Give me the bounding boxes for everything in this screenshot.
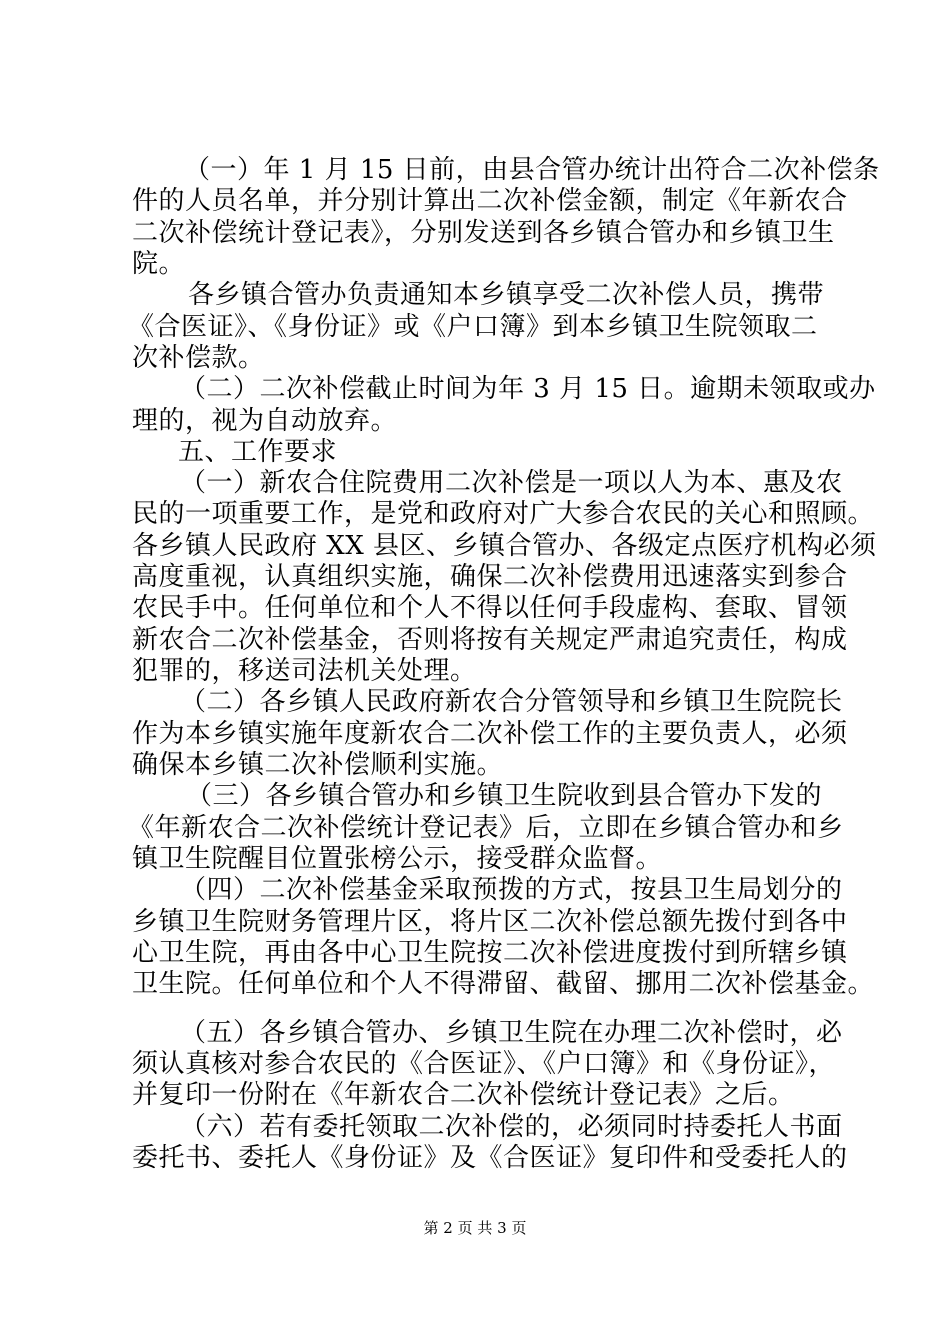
text-line: 理的，视为自动放弃。 — [132, 406, 398, 436]
text-line: 卫生院。任何单位和个人不得滞留、截留、挪用二次补偿基金。 — [132, 969, 875, 999]
text-line: 各乡镇合管办负责通知本乡镇享受二次补偿人员，携带 — [188, 280, 825, 310]
text-line: 作为本乡镇实施年度新农合二次补偿工作的主要负责人，必须 — [132, 719, 848, 749]
text-line: （一）年 1 月 15 日前，由县合管办统计出符合二次补偿条 — [184, 155, 880, 185]
text-line: （三）各乡镇合管办和乡镇卫生院收到县合管办下发的 — [186, 781, 823, 811]
text-line: 件的人员名单，并分别计算出二次补偿金额，制定《年新农合 — [132, 186, 848, 216]
text-line: 确保本乡镇二次补偿顺利实施。 — [132, 750, 504, 780]
text-line: 须认真核对参合农民的《合医证》、《户口簿》和《身份证》， — [132, 1049, 836, 1079]
text-line: （五）各乡镇合管办、乡镇卫生院在办理二次补偿时，必 — [180, 1018, 843, 1048]
text-line: 并复印一份附在《年新农合二次补偿统计登记表》之后。 — [132, 1080, 795, 1110]
text-line: 乡镇卫生院财务管理片区，将片区二次补偿总额先拨付到各中 — [132, 907, 848, 937]
text-line: 各乡镇人民政府 XX 县区、乡镇合管办、各级定点医疗机构必须 — [132, 531, 877, 561]
text-line: 委托书、委托人《身份证》及《合医证》复印件和受委托人的 — [132, 1143, 848, 1173]
text-line: 镇卫生院醒目位置张榜公示，接受群众监督。 — [132, 844, 663, 874]
text-line: 民的一项重要工作，是党和政府对广大参合农民的关心和照顾。 — [132, 499, 875, 529]
text-line: 新农合二次补偿基金，否则将按有关规定严肃追究责任，构成 — [132, 625, 848, 655]
text-line: 高度重视，认真组织实施，确保二次补偿费用迅速落实到参合 — [132, 562, 848, 592]
text-line: 《合医证》、《身份证》或《户口簿》到本乡镇卫生院领取二 — [128, 312, 818, 342]
text-line: （六）若有委托领取二次补偿的，必须同时持委托人书面 — [180, 1112, 843, 1142]
text-line: 院。 — [132, 249, 186, 279]
text-line: 《年新农合二次补偿统计登记表》后，立即在乡镇合管办和乡 — [128, 813, 844, 843]
text-line: 犯罪的，移送司法机关处理。 — [132, 656, 477, 686]
section-heading: 五、工作要求 — [178, 437, 338, 467]
text-line: 次补偿款。 — [132, 343, 265, 373]
text-line: （四）二次补偿基金采取预拨的方式，按县卫生局划分的 — [180, 875, 843, 905]
page-footer: 第 2 页 共 3 页 — [423, 1219, 527, 1237]
text-line: （二）各乡镇人民政府新农合分管领导和乡镇卫生院院长 — [180, 687, 843, 717]
text-line: 二次补偿统计登记表》，分别发送到各乡镇合管办和乡镇卫生 — [132, 218, 835, 248]
text-line: 心卫生院，再由各中心卫生院按二次补偿进度拨付到所辖乡镇 — [132, 938, 848, 968]
text-line: （二）二次补偿截止时间为年 3 月 15 日。逾期未领取或办 — [180, 374, 876, 404]
text-line: （一）新农合住院费用二次补偿是一项以人为本、惠及农 — [180, 468, 843, 498]
text-line: 农民手中。任何单位和个人不得以任何手段虚构、套取、冒领 — [132, 593, 848, 623]
